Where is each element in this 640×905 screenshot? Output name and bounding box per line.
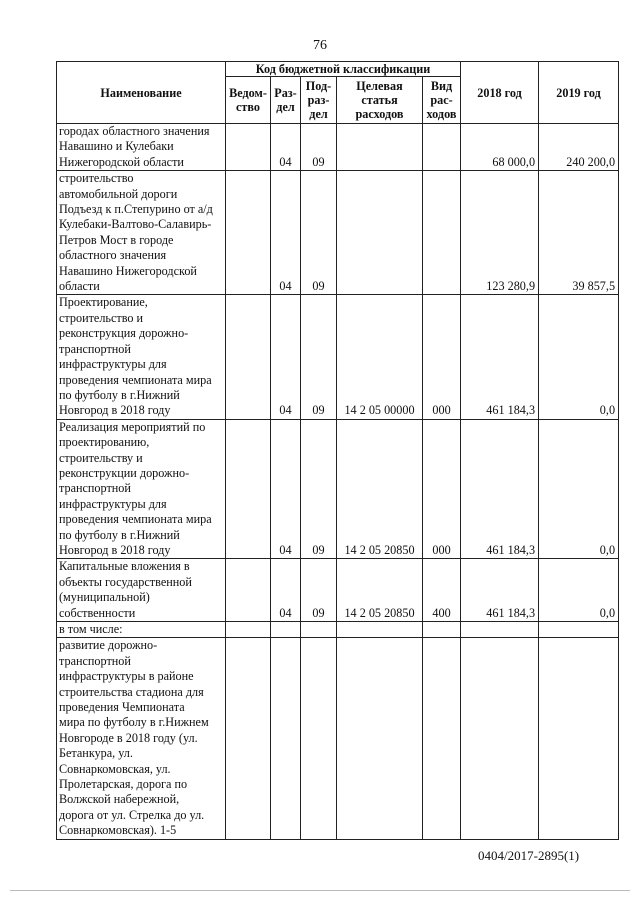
row-name: городах областного значения Навашино и Кулебаки Нижегородской области [57, 124, 226, 171]
row-razdel [271, 622, 301, 638]
header-vid: Вид рас- ходов [423, 77, 461, 124]
row-podrazdel: 09 [301, 124, 337, 171]
row-razdel: 04 [271, 419, 301, 559]
row-vid: 000 [423, 419, 461, 559]
row-vid: 400 [423, 559, 461, 622]
row-vedomstvo [226, 295, 271, 419]
row-vedomstvo [226, 622, 271, 638]
row-razdel: 04 [271, 171, 301, 295]
header-2019: 2019 год [539, 62, 619, 124]
table-row [57, 622, 619, 638]
row-celevaya: 14 2 05 00000 [337, 295, 423, 419]
row-vedomstvo [226, 171, 271, 295]
row-vid: 000 [423, 295, 461, 419]
row-celevaya: 14 2 05 20850 [337, 559, 423, 622]
row-podrazdel [301, 638, 337, 839]
row-2018: 461 184,3 [461, 559, 539, 622]
row-vedomstvo [226, 559, 271, 622]
row-2019: 0,0 [539, 559, 619, 622]
row-name: Проектирование, строительство и реконструкция дорожно- транспортной инфраструктуры для проведения чемпионата мира по футболу в г.Нижний Новгород в 2018 году [57, 295, 226, 419]
row-name: строительство автомобильной дороги Подъезд к п.Степурино от а/д Кулебаки-Валтово-Салавирь- Петров Мост в городе областного значения Навашино Нижегородской области [57, 171, 226, 295]
budget-table [56, 61, 619, 840]
row-podrazdel: 09 [301, 559, 337, 622]
header-podrazdel: Под- раз- дел [301, 77, 337, 124]
row-2019: 0,0 [539, 295, 619, 419]
table-row [57, 295, 619, 419]
row-2018 [461, 622, 539, 638]
row-razdel: 04 [271, 559, 301, 622]
row-podrazdel: 09 [301, 171, 337, 295]
table-row [57, 559, 619, 622]
row-vedomstvo [226, 419, 271, 559]
row-name: Реализация мероприятий по проектированию, строительству и реконструкции дорожно- транспортной инфраструктуры для проведения чемпионата мира по футболу в г.Нижний Новгород в 2018 году [57, 419, 226, 559]
header-2018: 2018 год [461, 62, 539, 124]
table-row [57, 171, 619, 295]
row-vedomstvo [226, 124, 271, 171]
document-code: 0404/2017-2895(1) [478, 848, 580, 863]
row-razdel: 04 [271, 124, 301, 171]
row-celevaya [337, 622, 423, 638]
row-vid [423, 124, 461, 171]
row-2019: 39 857,5 [539, 171, 619, 295]
page-number: 76 [313, 38, 327, 53]
table-row [57, 419, 619, 559]
row-2018: 461 184,3 [461, 295, 539, 419]
row-vid [423, 171, 461, 295]
row-celevaya [337, 171, 423, 295]
row-razdel [271, 638, 301, 839]
row-vid [423, 622, 461, 638]
row-podrazdel: 09 [301, 419, 337, 559]
row-podrazdel: 09 [301, 295, 337, 419]
table-row [57, 638, 619, 839]
scan-edge-line [10, 890, 630, 891]
row-razdel: 04 [271, 295, 301, 419]
row-celevaya: 14 2 05 20850 [337, 419, 423, 559]
row-name: в том числе: [57, 622, 226, 638]
header-razdel: Раз- дел [271, 77, 301, 124]
header-code-group: Код бюджетной классификации [226, 62, 461, 77]
table-row [57, 124, 619, 171]
row-2019 [539, 622, 619, 638]
row-podrazdel [301, 622, 337, 638]
row-celevaya [337, 124, 423, 171]
row-2018: 123 280,9 [461, 171, 539, 295]
row-2018: 461 184,3 [461, 419, 539, 559]
row-2018: 68 000,0 [461, 124, 539, 171]
row-2018 [461, 638, 539, 839]
row-vid [423, 638, 461, 839]
header-celevaya: Целевая статья расходов [337, 77, 423, 124]
row-2019: 240 200,0 [539, 124, 619, 171]
header-name: Наименование [57, 62, 226, 124]
header-vedomstvo: Ведом- ство [226, 77, 271, 124]
row-name: развитие дорожно- транспортной инфраструктуры в районе строительства стадиона для проведения Чемпионата мира по футболу в г.Нижнем Новгороде в 2018 году (ул. Бетанкура, ул. Совнаркомовская, ул. Пролетарская, дорога по Волжской набережной, дорога от ул. Стрелка до ул. Совнаркомовская). 1-5 [57, 638, 226, 839]
row-celevaya [337, 638, 423, 839]
row-vedomstvo [226, 638, 271, 839]
row-name: Капитальные вложения в объекты государственной (муниципальной) собственности [57, 559, 226, 622]
row-2019 [539, 638, 619, 839]
row-2019: 0,0 [539, 419, 619, 559]
